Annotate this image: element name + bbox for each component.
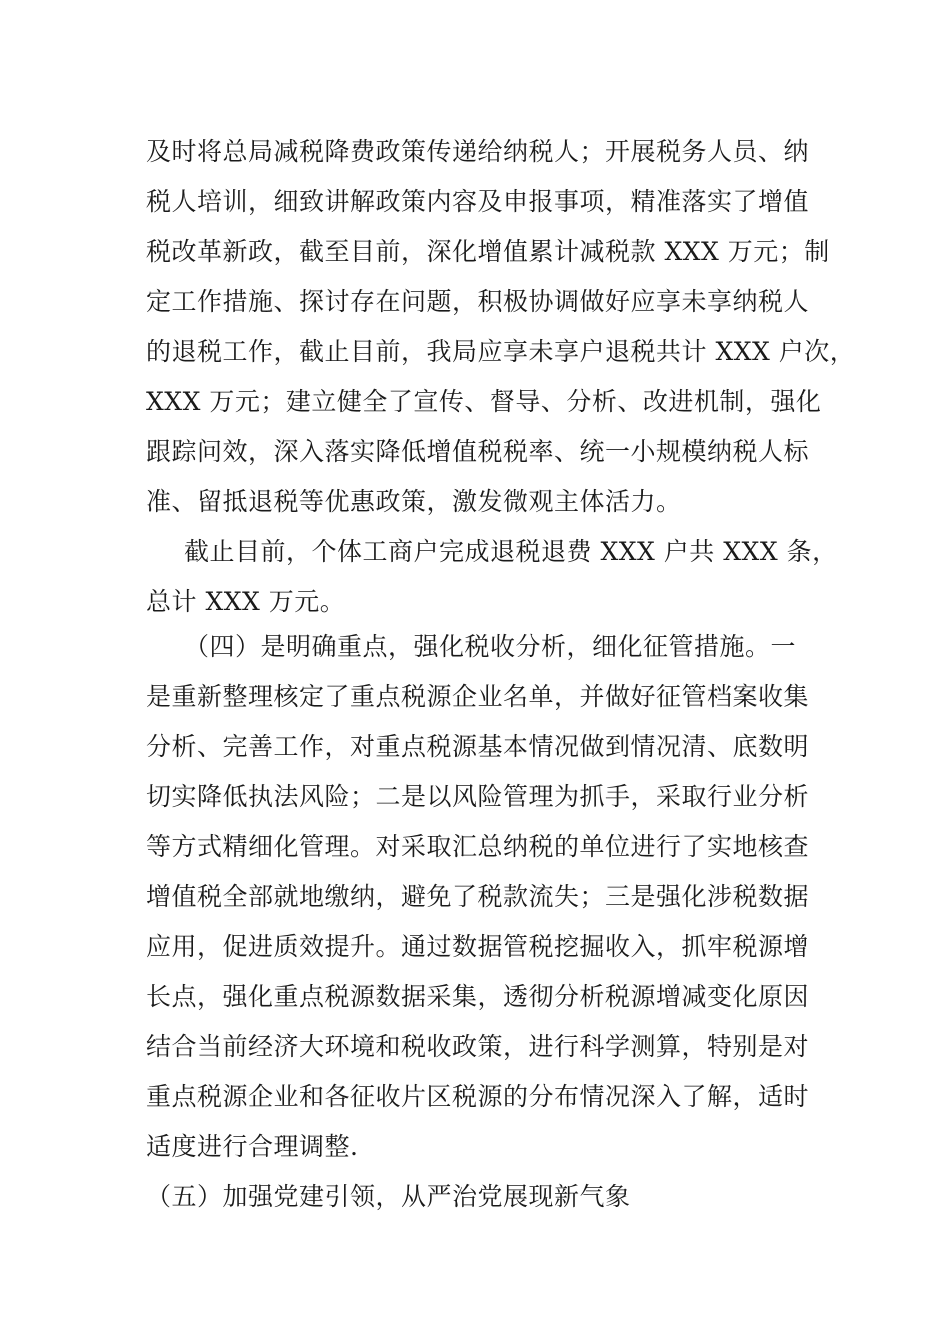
text-line: 等方式精细化管理。对采取汇总纳税的单位进行了实地核查 <box>146 832 810 861</box>
text-line: XXX 万元；建立健全了宣传、督导、分析、改进机制，强化 <box>146 387 822 416</box>
text-line: 适度进行合理调整. <box>146 1132 359 1161</box>
text-line: 及时将总局减税降费政策传递给纳税人；开展税务人员、纳 <box>146 137 810 166</box>
text-line: 跟踪问效，深入落实降低增值税税率、统一小规模纳税人标 <box>146 437 810 466</box>
text-line: 定工作措施、探讨存在问题，积极协调做好应享未享纳税人 <box>146 287 810 316</box>
text-line: 税人培训，细致讲解政策内容及申报事项，精准落实了增值 <box>146 187 810 216</box>
text-line: 的退税工作，截止目前，我局应享未享户退税共计 XXX 户次， <box>146 337 856 366</box>
section-four-heading-line: （四）是明确重点，强化税收分析，细化征管措施。一 <box>184 632 797 661</box>
text-line: 税改革新政，截至目前，深化增值累计减税款 XXX 万元；制 <box>146 237 830 266</box>
text-line: 总计 XXX 万元。 <box>146 587 346 616</box>
text-line: 增值税全部就地缴纳，避免了税款流失；三是强化涉税数据 <box>146 882 810 911</box>
text-line: 重点税源企业和各征收片区税源的分布情况深入了解，适时 <box>146 1082 810 1111</box>
section-five-heading: （五）加强党建引领，从严治党展现新气象 <box>146 1182 631 1211</box>
text-line: 结合当前经济大环境和税收政策，进行科学测算，特别是对 <box>146 1032 810 1061</box>
text-line: 长点，强化重点税源数据采集，透彻分析税源增减变化原因 <box>146 982 810 1011</box>
text-line: 切实降低执法风险；二是以风险管理为抓手，采取行业分析 <box>146 782 810 811</box>
paragraph-first-line: 截止目前，个体工商户完成退税退费 XXX 户共 XXX 条， <box>184 537 838 566</box>
text-line: 应用，促进质效提升。通过数据管税挖掘收入，抓牢税源增 <box>146 932 810 961</box>
text-line: 是重新整理核定了重点税源企业名单，并做好征管档案收集 <box>146 682 810 711</box>
text-line: 准、留抵退税等优惠政策，激发微观主体活力。 <box>146 487 682 516</box>
text-line: 分析、完善工作，对重点税源基本情况做到情况清、底数明 <box>146 732 810 761</box>
